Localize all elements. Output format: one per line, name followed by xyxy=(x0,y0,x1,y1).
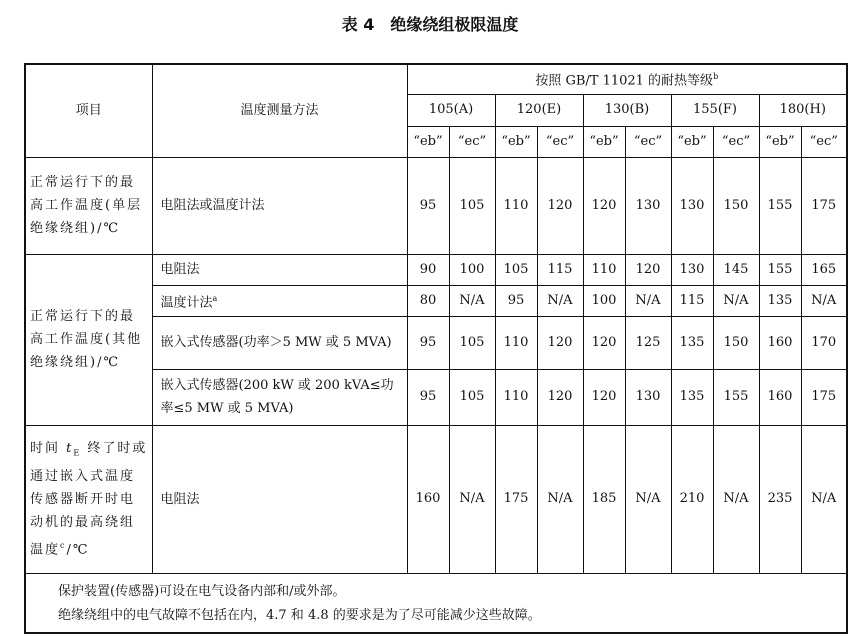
value-cell: 130 xyxy=(625,157,671,254)
value-cell: N/A xyxy=(625,425,671,573)
row-method: 嵌入式传感器(功率＞5 MW 或 5 MVA) xyxy=(152,316,407,369)
value-cell: 120 xyxy=(583,316,625,369)
value-cell: N/A xyxy=(449,285,495,316)
value-cell: 145 xyxy=(713,254,759,285)
value-cell: N/A xyxy=(713,425,759,573)
value-cell: 130 xyxy=(625,369,671,425)
value-cell: N/A xyxy=(801,425,847,573)
value-cell: 80 xyxy=(407,285,449,316)
value-cell: 105 xyxy=(449,369,495,425)
header-thermal-class-group: 按照 GB/T 11021 的耐热等级$^b$ xyxy=(407,64,847,94)
value-cell: 175 xyxy=(801,369,847,425)
value-cell: 105 xyxy=(449,157,495,254)
value-cell: 105 xyxy=(495,254,537,285)
value-cell: 135 xyxy=(671,369,713,425)
row-item-other-insulation: 正常运行下的最高工作温度(其他绝缘绕组)/℃ xyxy=(25,254,152,425)
value-cell: 110 xyxy=(495,369,537,425)
header-method: 温度测量方法 xyxy=(152,64,407,157)
value-cell: 115 xyxy=(537,254,583,285)
value-cell: 155 xyxy=(759,157,801,254)
row-method: 电阻法或温度计法 xyxy=(152,157,407,254)
value-cell: 210 xyxy=(671,425,713,573)
row-item-motor-max-winding: 时间 $t_E$ 终了时或通过嵌入式温度传感器断开时电动机的最高绕组温度$^c$/℃ xyxy=(25,425,152,573)
value-cell: 160 xyxy=(759,316,801,369)
value-cell: 120 xyxy=(537,369,583,425)
value-cell: 120 xyxy=(537,316,583,369)
value-cell: 160 xyxy=(759,369,801,425)
value-cell: 130 xyxy=(671,157,713,254)
row-method: 电阻法 xyxy=(152,425,407,573)
value-cell: 95 xyxy=(495,285,537,316)
value-cell: 110 xyxy=(583,254,625,285)
value-cell: 175 xyxy=(801,157,847,254)
value-cell: 120 xyxy=(625,254,671,285)
row-method: 嵌入式传感器(200 kW 或 200 kVA≤功率≤5 MW 或 5 MVA) xyxy=(152,369,407,425)
header-item: 项目 xyxy=(25,64,152,157)
header-sub-eb: “eb” xyxy=(583,126,625,157)
header-class-f: 155(F) xyxy=(671,94,759,126)
value-cell: N/A xyxy=(625,285,671,316)
header-class-a: 105(A) xyxy=(407,94,495,126)
header-sub-ec: “ec” xyxy=(713,126,759,157)
value-cell: 135 xyxy=(671,316,713,369)
row-method: 电阻法 xyxy=(152,254,407,285)
value-cell: 160 xyxy=(407,425,449,573)
table-row xyxy=(25,157,847,254)
row-item-single-layer: 正常运行下的最高工作温度(单层绝缘绕组)/℃ xyxy=(25,157,152,254)
header-sub-ec: “ec” xyxy=(449,126,495,157)
value-cell: 155 xyxy=(713,369,759,425)
table-row xyxy=(25,254,847,285)
header-sub-eb: “eb” xyxy=(495,126,537,157)
header-class-e: 120(E) xyxy=(495,94,583,126)
header-sub-ec: “ec” xyxy=(801,126,847,157)
table-notes xyxy=(25,573,847,633)
value-cell: N/A xyxy=(713,285,759,316)
value-cell: 125 xyxy=(625,316,671,369)
value-cell: 95 xyxy=(407,157,449,254)
header-sub-ec: “ec” xyxy=(625,126,671,157)
value-cell: 170 xyxy=(801,316,847,369)
temperature-limit-table xyxy=(24,63,848,634)
value-cell: 90 xyxy=(407,254,449,285)
value-cell: N/A xyxy=(449,425,495,573)
row-method: 温度计法$^a$ xyxy=(152,285,407,316)
value-cell: 130 xyxy=(671,254,713,285)
table-title: 表 4 绝缘绕组极限温度 xyxy=(341,15,519,34)
value-cell: 95 xyxy=(407,369,449,425)
value-cell: 185 xyxy=(583,425,625,573)
value-cell: 95 xyxy=(407,316,449,369)
value-cell: 120 xyxy=(583,369,625,425)
value-cell: 150 xyxy=(713,316,759,369)
value-cell: N/A xyxy=(537,425,583,573)
value-cell: 155 xyxy=(759,254,801,285)
value-cell: 120 xyxy=(537,157,583,254)
header-class-h: 180(H) xyxy=(759,94,847,126)
value-cell: 105 xyxy=(449,316,495,369)
value-cell: 110 xyxy=(495,157,537,254)
value-cell: 135 xyxy=(759,285,801,316)
value-cell: 120 xyxy=(583,157,625,254)
value-cell: N/A xyxy=(801,285,847,316)
value-cell: 100 xyxy=(449,254,495,285)
header-sub-eb: “eb” xyxy=(759,126,801,157)
value-cell: 150 xyxy=(713,157,759,254)
value-cell: 175 xyxy=(495,425,537,573)
value-cell: 100 xyxy=(583,285,625,316)
header-sub-eb: “eb” xyxy=(407,126,449,157)
value-cell: 110 xyxy=(495,316,537,369)
value-cell: 235 xyxy=(759,425,801,573)
header-sub-eb: “eb” xyxy=(671,126,713,157)
value-cell: N/A xyxy=(537,285,583,316)
header-class-b: 130(B) xyxy=(583,94,671,126)
value-cell: 165 xyxy=(801,254,847,285)
note-line: 保护装置(传感器)可设在电气设备内部和/或外部。 xyxy=(58,583,346,599)
table-row xyxy=(25,425,847,573)
value-cell: 115 xyxy=(671,285,713,316)
note-line: 绝缘绕组中的电气故障不包括在内，4.7 和 4.8 的要求是为了尽可能减少这些故障。 xyxy=(58,607,541,623)
header-sub-ec: “ec” xyxy=(537,126,583,157)
